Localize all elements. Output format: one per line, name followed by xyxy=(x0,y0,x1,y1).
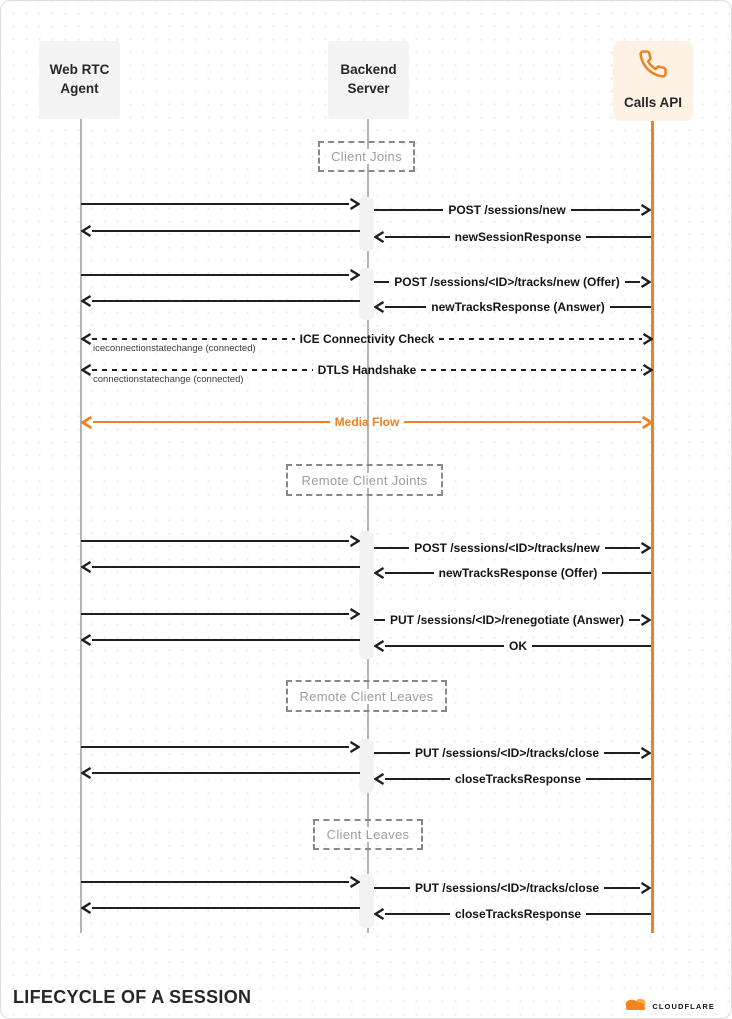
event-note: iceconnectionstatechange (connected) xyxy=(93,343,256,354)
arrow-backend-to-api xyxy=(374,881,651,895)
actor-label: Web RTC Agent xyxy=(49,62,110,96)
arrow-api-to-backend xyxy=(374,566,651,580)
arrowhead-left-icon xyxy=(374,301,385,313)
actor-backend-server xyxy=(328,41,409,119)
message-label: OK xyxy=(509,639,527,653)
arrowhead-right-icon xyxy=(640,276,651,288)
actor-label: Calls API xyxy=(623,95,683,110)
cloudflare-logo xyxy=(623,996,715,1016)
arrowhead-left-icon xyxy=(81,561,92,573)
arrowhead-left-icon xyxy=(374,908,385,920)
arrow-media-flow xyxy=(81,415,653,429)
phase-label: Client Joins xyxy=(328,149,405,164)
arrowhead-left-icon xyxy=(374,567,385,579)
message-label: closeTracksResponse xyxy=(454,907,582,921)
activation-bar xyxy=(359,197,374,251)
lifeline-web-rtc-agent xyxy=(80,119,82,933)
cloudflare-wordmark: CLOUDFLARE xyxy=(652,1001,715,1011)
arrowhead-left-icon xyxy=(374,773,385,785)
message-label: newSessionResponse xyxy=(454,230,582,244)
message-label: closeTracksResponse xyxy=(454,772,582,786)
phase-client-joins xyxy=(318,141,415,172)
message-label: POST /sessions/new xyxy=(448,203,566,217)
arrowhead-left-icon xyxy=(81,225,92,237)
phase-label: Remote Client Joints xyxy=(299,473,431,488)
arrow-backend-to-web xyxy=(81,224,360,238)
message-label: POST /sessions/<ID>/tracks/new xyxy=(414,541,600,555)
arrowhead-right-icon xyxy=(349,608,360,620)
actor-web-rtc-agent xyxy=(39,41,120,119)
arrow-api-to-backend xyxy=(374,300,651,314)
arrowhead-right-icon xyxy=(349,535,360,547)
arrowhead-left-icon xyxy=(81,767,92,779)
arrow-backend-to-web xyxy=(81,633,360,647)
arrow-backend-to-web xyxy=(81,766,360,780)
phone-icon xyxy=(638,49,668,85)
phase-remote-client-leaves xyxy=(286,680,447,712)
message-label: POST /sessions/<ID>/tracks/new (Offer) xyxy=(394,275,620,289)
actor-label: Backend Server xyxy=(340,62,397,96)
arrow-web-to-backend xyxy=(81,534,360,548)
arrowhead-left-icon xyxy=(81,902,92,914)
arrowhead-right-icon xyxy=(640,882,651,894)
activation-bar xyxy=(359,739,374,793)
arrow-api-to-backend xyxy=(374,230,651,244)
message-label: PUT /sessions/<ID>/tracks/close xyxy=(414,746,600,760)
phase-remote-client-joints xyxy=(286,464,443,496)
arrowhead-left-icon xyxy=(81,634,92,646)
arrowhead-right-icon xyxy=(640,542,651,554)
message-label: DTLS Handshake xyxy=(317,363,417,377)
arrow-backend-to-web xyxy=(81,901,360,915)
arrow-web-to-backend xyxy=(81,268,360,282)
arrowhead-right-icon xyxy=(642,333,653,345)
arrowhead-right-icon xyxy=(641,416,653,429)
arrow-api-to-backend xyxy=(374,772,651,786)
arrow-web-to-backend xyxy=(81,875,360,889)
arrowhead-right-icon xyxy=(349,741,360,753)
arrowhead-left-icon xyxy=(374,640,385,652)
message-label: newTracksResponse (Answer) xyxy=(431,300,605,314)
message-label: ICE Connectivity Check xyxy=(299,332,435,346)
message-label: PUT /sessions/<ID>/tracks/close xyxy=(414,881,600,895)
activation-bar xyxy=(359,268,374,320)
arrow-backend-to-api xyxy=(374,746,651,760)
activation-bar xyxy=(359,874,374,928)
arrow-backend-to-api xyxy=(374,203,651,217)
arrow-backend-to-api xyxy=(374,613,651,627)
arrowhead-right-icon xyxy=(640,747,651,759)
message-label: PUT /sessions/<ID>/renegotiate (Answer) xyxy=(389,613,625,627)
arrowhead-left-icon xyxy=(81,364,92,376)
actor-calls-api xyxy=(613,41,693,121)
event-note: connectionstatechange (connected) xyxy=(93,374,244,385)
arrowhead-left-icon xyxy=(374,231,385,243)
phase-client-leaves xyxy=(313,819,423,850)
message-label: Media Flow xyxy=(334,415,400,429)
arrow-backend-to-web xyxy=(81,560,360,574)
activation-bar xyxy=(359,531,374,659)
arrowhead-right-icon xyxy=(349,198,360,210)
phase-label: Client Leaves xyxy=(324,827,413,842)
arrow-backend-to-api xyxy=(374,541,651,555)
arrowhead-right-icon xyxy=(642,364,653,376)
message-label: newTracksResponse (Offer) xyxy=(438,566,598,580)
arrowhead-right-icon xyxy=(349,269,360,281)
lifeline-calls-api xyxy=(651,121,654,933)
arrow-backend-to-api xyxy=(374,275,651,289)
arrow-api-to-backend xyxy=(374,639,651,653)
arrow-web-to-backend xyxy=(81,607,360,621)
arrowhead-left-icon xyxy=(81,416,93,429)
page-title: LIFECYCLE OF A SESSION xyxy=(13,987,252,1007)
arrowhead-left-icon xyxy=(81,333,92,345)
phase-label: Remote Client Leaves xyxy=(297,689,437,704)
cloudflare-cloud-icon xyxy=(623,996,649,1016)
arrow-web-to-backend xyxy=(81,197,360,211)
arrowhead-right-icon xyxy=(349,876,360,888)
arrowhead-left-icon xyxy=(81,295,92,307)
arrow-api-to-backend xyxy=(374,907,651,921)
arrow-backend-to-web xyxy=(81,294,360,308)
arrowhead-right-icon xyxy=(640,204,651,216)
arrowhead-right-icon xyxy=(640,614,651,626)
arrow-web-to-backend xyxy=(81,740,360,754)
